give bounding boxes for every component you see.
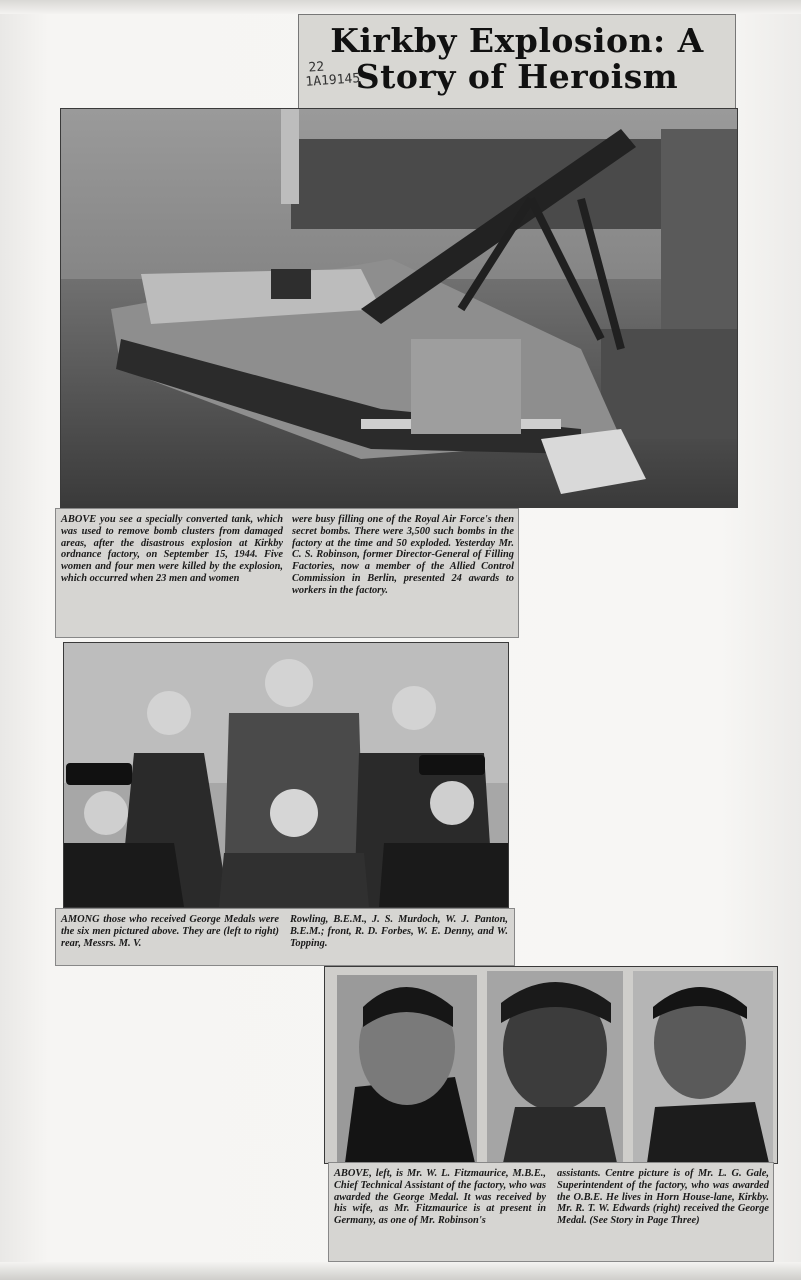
headline-line-2: Story of Heroism bbox=[355, 57, 679, 96]
group-photo-image bbox=[64, 643, 508, 907]
headline bbox=[299, 23, 735, 95]
scan-edge bbox=[0, 1262, 801, 1280]
handwritten-line-1: 22 bbox=[308, 59, 325, 76]
tank-photo-image bbox=[61, 109, 737, 507]
group-caption-col-1: AMONG those who received George Medals were the six men pictured above. They are (left to right) rear, Messrs. M. V. bbox=[61, 914, 279, 949]
portraits-caption bbox=[328, 1162, 774, 1262]
handwritten-line-2: 1A19145 bbox=[304, 71, 361, 90]
tank-caption-col-2: were busy filling one of the Royal Air Force's then secret bombs. There were 3,500 such bombs in the factory at the time and 50 exploded. Yesterday Mr. C. S. Robinson, former Director-General of Filling Factories, now a member of the Allied Control Commission in Berlin, presented 24 awards to workers in the factory. bbox=[292, 514, 514, 596]
portraits-caption-col-1: ABOVE, left, is Mr. W. L. Fitzmaurice, M.B.E., Chief Technical Assistant of the factory, who was awarded the George Medal. It was received by his wife, as Mr. Fitzmaurice is at present in Germany, as one of Mr. Robinson's bbox=[334, 1168, 546, 1227]
tank-caption bbox=[55, 508, 519, 638]
portraits-caption-col-2: assistants. Centre picture is of Mr. L. G. Gale, Superintendent of the factory, who was awarded the O.B.E. He lives in Horn House-lane, Kirkby. Mr. R. T. W. Edwards (right) received the George Medal. (See Story in Page Three) bbox=[557, 1168, 769, 1227]
headline-line-1: Kirkby Explosion: A bbox=[330, 21, 704, 60]
scan-edge bbox=[0, 0, 801, 14]
headline-clipping bbox=[298, 14, 736, 110]
tank-caption-col-1: ABOVE you see a specially converted tank, which was used to remove bomb clusters from damaged areas, after the disastrous explosion at Kirkby ordnance factory, on September 15, 1944. Five women and four men were killed by the explosion, which occurred when 23 men and women bbox=[61, 514, 283, 584]
tank-photo bbox=[60, 108, 738, 508]
group-caption-col-2: Rowling, B.E.M., J. S. Murdoch, W. J. Panton, B.E.M.; front, R. D. Forbes, W. E. Denny, and W. Topping. bbox=[290, 914, 508, 949]
portraits-image bbox=[325, 967, 777, 1163]
portraits-photo bbox=[324, 966, 778, 1164]
handwritten-note bbox=[304, 58, 361, 90]
group-caption bbox=[55, 908, 515, 966]
group-photo bbox=[63, 642, 509, 908]
